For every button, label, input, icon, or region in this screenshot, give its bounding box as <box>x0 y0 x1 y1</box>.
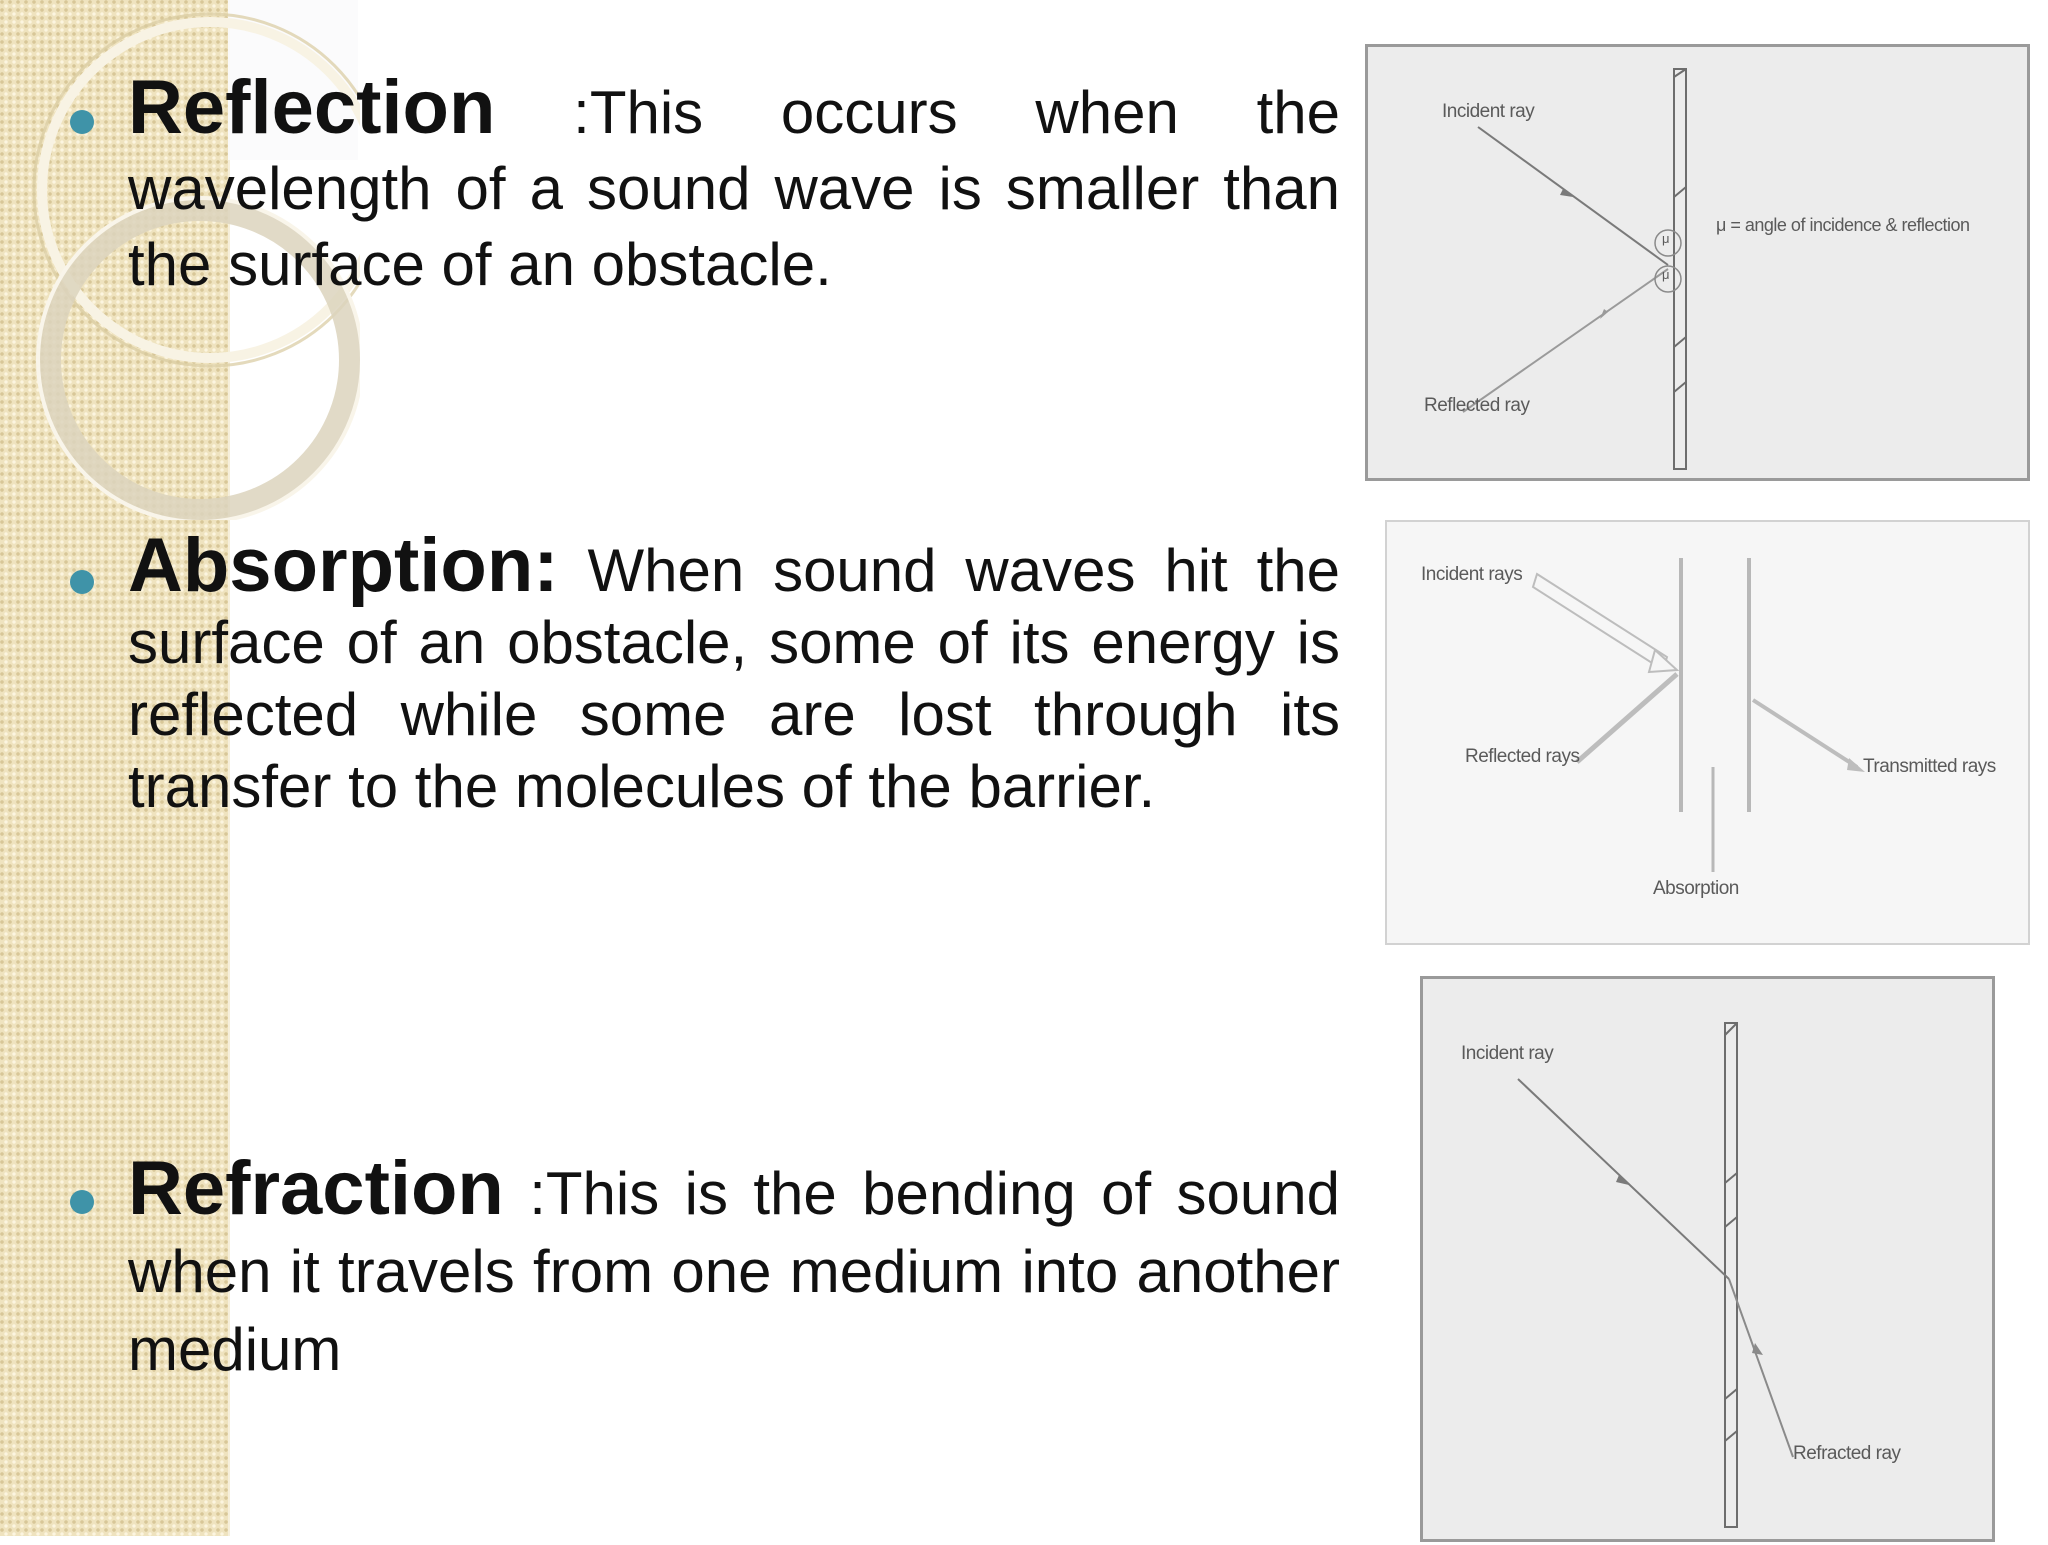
bullet-dot <box>70 110 94 134</box>
term-reflection: Reflection <box>128 65 496 150</box>
bullet-dot <box>70 570 94 594</box>
term-absorption: Absorption: <box>128 523 559 608</box>
incident-ray-label: Incident ray <box>1442 101 1535 122</box>
refracted-ray-label: Refracted ray <box>1793 1443 1901 1464</box>
definition-absorption: When sound waves hit the surface of an obstacle, some of its energy is reflected while some are lost through its transfer to the molecules of the barrier. <box>128 537 1340 820</box>
bullet-paragraph <box>128 65 1340 303</box>
bullet-paragraph <box>128 523 1340 823</box>
reflected-rays-label: Reflected rays <box>1465 746 1580 767</box>
angle-symbol-label: μ <box>1662 231 1669 246</box>
angle-symbol-label: μ <box>1662 267 1669 282</box>
absorption-diagram <box>1385 520 2030 945</box>
bullet-refraction <box>60 1146 1340 1390</box>
definition-reflection: :This occurs when the wavelength of a sound wave is smaller than the surface of an obstacle. <box>128 79 1340 298</box>
reflected-ray-label: Reflected ray <box>1424 395 1530 416</box>
angle-note-label: μ = angle of incidence & reflection <box>1716 215 1970 235</box>
term-refraction: Refraction <box>128 1146 504 1231</box>
incident-rays-label: Incident rays <box>1421 564 1523 585</box>
definition-refraction: :This is the bending of sound when it travels from one medium into another medium <box>128 1160 1340 1383</box>
transmitted-rays-label: Transmitted rays <box>1863 756 1996 777</box>
bullet-absorption <box>60 523 1340 850</box>
bullet-dot <box>70 1190 94 1214</box>
bullet-reflection <box>60 65 1340 330</box>
incident-ray-label: Incident ray <box>1461 1043 1554 1064</box>
reflection-diagram <box>1365 44 2030 481</box>
refraction-diagram <box>1420 976 1995 1542</box>
bullet-paragraph <box>128 1146 1340 1389</box>
absorption-label: Absorption <box>1653 878 1739 899</box>
